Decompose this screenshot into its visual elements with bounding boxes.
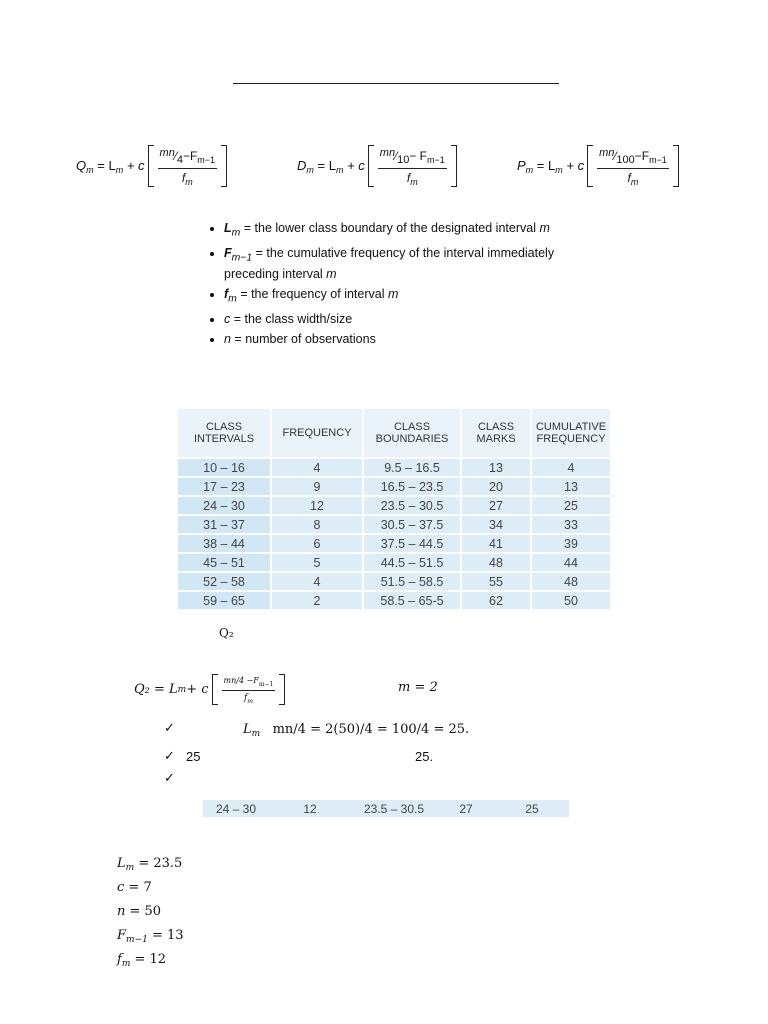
table-cell: 59 – 65 bbox=[178, 591, 271, 610]
definition-item: • n = number of observations bbox=[224, 331, 593, 348]
value-lm: $L_m = 23.5$ bbox=[117, 856, 183, 873]
value-fm: $f_m = 12$ bbox=[117, 952, 167, 969]
check-icon: ✓ bbox=[164, 720, 175, 735]
table-row bbox=[178, 534, 611, 553]
table-cell: 20 bbox=[461, 477, 531, 496]
table-cell: 23.5 – 30.5 bbox=[363, 496, 461, 515]
check-icon: ✓ bbox=[164, 770, 175, 785]
table-cell: 33 bbox=[531, 515, 611, 534]
table-cell: 37.5 – 44.5 bbox=[363, 534, 461, 553]
table-cell: 48 bbox=[461, 553, 531, 572]
table-row bbox=[178, 515, 611, 534]
table-row bbox=[178, 477, 611, 496]
table-cell: 2 bbox=[271, 591, 363, 610]
value-fm1: $F_{m-1} = 13$ bbox=[117, 928, 184, 945]
check-line-1: $L_m$ mn/4 = 2(50)/4 = 100/4 = 25. bbox=[243, 722, 470, 739]
table-cell: 10 – 16 bbox=[178, 458, 271, 477]
table-cell: 41 bbox=[461, 534, 531, 553]
table-header-row bbox=[178, 409, 611, 458]
table-cell: 13 bbox=[531, 477, 611, 496]
m-value: m = 2 bbox=[398, 680, 438, 695]
check-icon: ✓ bbox=[164, 748, 175, 763]
header-class-marks: CLASS MARKS bbox=[461, 409, 531, 458]
selected-mark: 27 bbox=[459, 801, 473, 816]
table-cell: 39 bbox=[531, 534, 611, 553]
q2-formula: Q₂ = L m + c $mn/4 -F_{m-1}$ $f_m$ bbox=[134, 674, 285, 705]
table-cell: 45 – 51 bbox=[178, 553, 271, 572]
check-line-2-left: 25 bbox=[186, 749, 201, 764]
table-row bbox=[178, 458, 611, 477]
selected-interval: 24 – 30 bbox=[215, 801, 257, 816]
selected-boundaries: 23.5 – 30.5 bbox=[363, 801, 425, 816]
table-row bbox=[178, 496, 611, 515]
quartile-formula: $Q_m = L_m + c$ $mn⁄4-F_{m-1}$ $f_m$ bbox=[76, 138, 227, 194]
table-cell: 30.5 – 37.5 bbox=[363, 515, 461, 534]
table-cell: 6 bbox=[271, 534, 363, 553]
table-cell: 44 bbox=[531, 553, 611, 572]
value-c: c = 7 bbox=[117, 880, 152, 895]
table-cell: 44.5 – 51.5 bbox=[363, 553, 461, 572]
table-cell: 58.5 – 65-5 bbox=[363, 591, 461, 610]
table-cell: 9 bbox=[271, 477, 363, 496]
table-cell: 4 bbox=[271, 458, 363, 477]
table-cell: 27 bbox=[461, 496, 531, 515]
header-rule bbox=[233, 83, 559, 84]
header-class-boundaries: CLASS BOUNDARIES bbox=[363, 409, 461, 458]
value-n: n = 50 bbox=[117, 904, 162, 919]
definition-item: • $L_m$ = the lower class boundary of the designated interval m bbox=[224, 220, 593, 242]
table-cell: 8 bbox=[271, 515, 363, 534]
table-cell: 51.5 – 58.5 bbox=[363, 572, 461, 591]
definitions-list bbox=[208, 220, 593, 351]
table-cell: 48 bbox=[531, 572, 611, 591]
table-cell: 17 – 23 bbox=[178, 477, 271, 496]
definition-item: • c = the class width/size bbox=[224, 311, 593, 328]
table-cell: 24 – 30 bbox=[178, 496, 271, 515]
table-cell: 50 bbox=[531, 591, 611, 610]
selected-frequency: 12 bbox=[303, 801, 317, 816]
table-cell: 12 bbox=[271, 496, 363, 515]
decile-formula: $D_m = L_m + c$ mn⁄10− $F_{m-1}$ $f_m$ bbox=[297, 138, 457, 194]
q2-label: Q₂ bbox=[219, 626, 234, 640]
header-frequency: FREQUENCY bbox=[271, 409, 363, 458]
table-cell: 4 bbox=[271, 572, 363, 591]
table-cell: 9.5 – 16.5 bbox=[363, 458, 461, 477]
table-cell: 52 – 58 bbox=[178, 572, 271, 591]
selected-row bbox=[203, 800, 569, 817]
percentile-formula: $P_m = L_m + c$ $mn⁄100-F_{m-1}$ $f_m$ bbox=[517, 138, 679, 194]
definition-item: • $f_m$ = the frequency of interval m bbox=[224, 286, 593, 308]
table-cell: 4 bbox=[531, 458, 611, 477]
header-class-intervals: CLASS INTERVALS bbox=[178, 409, 271, 458]
frequency-table bbox=[178, 409, 612, 611]
table-cell: 62 bbox=[461, 591, 531, 610]
table-cell: 38 – 44 bbox=[178, 534, 271, 553]
table-cell: 34 bbox=[461, 515, 531, 534]
definition-item: • $F_{m-1}$ = the cumulative frequency of the interval immediately preceding interval m bbox=[224, 245, 593, 284]
table-cell: 25 bbox=[531, 496, 611, 515]
selected-cumfreq: 25 bbox=[525, 801, 539, 816]
header-cumulative-frequency: CUMULATIVE FREQUENCY bbox=[531, 409, 611, 458]
table-cell: 16.5 – 23.5 bbox=[363, 477, 461, 496]
table-cell: 13 bbox=[461, 458, 531, 477]
check-line-2-right: 25. bbox=[415, 749, 434, 764]
table-cell: 31 – 37 bbox=[178, 515, 271, 534]
table-cell: 55 bbox=[461, 572, 531, 591]
table-cell: 5 bbox=[271, 553, 363, 572]
table-row bbox=[178, 553, 611, 572]
table-row bbox=[178, 591, 611, 610]
table-row bbox=[178, 572, 611, 591]
